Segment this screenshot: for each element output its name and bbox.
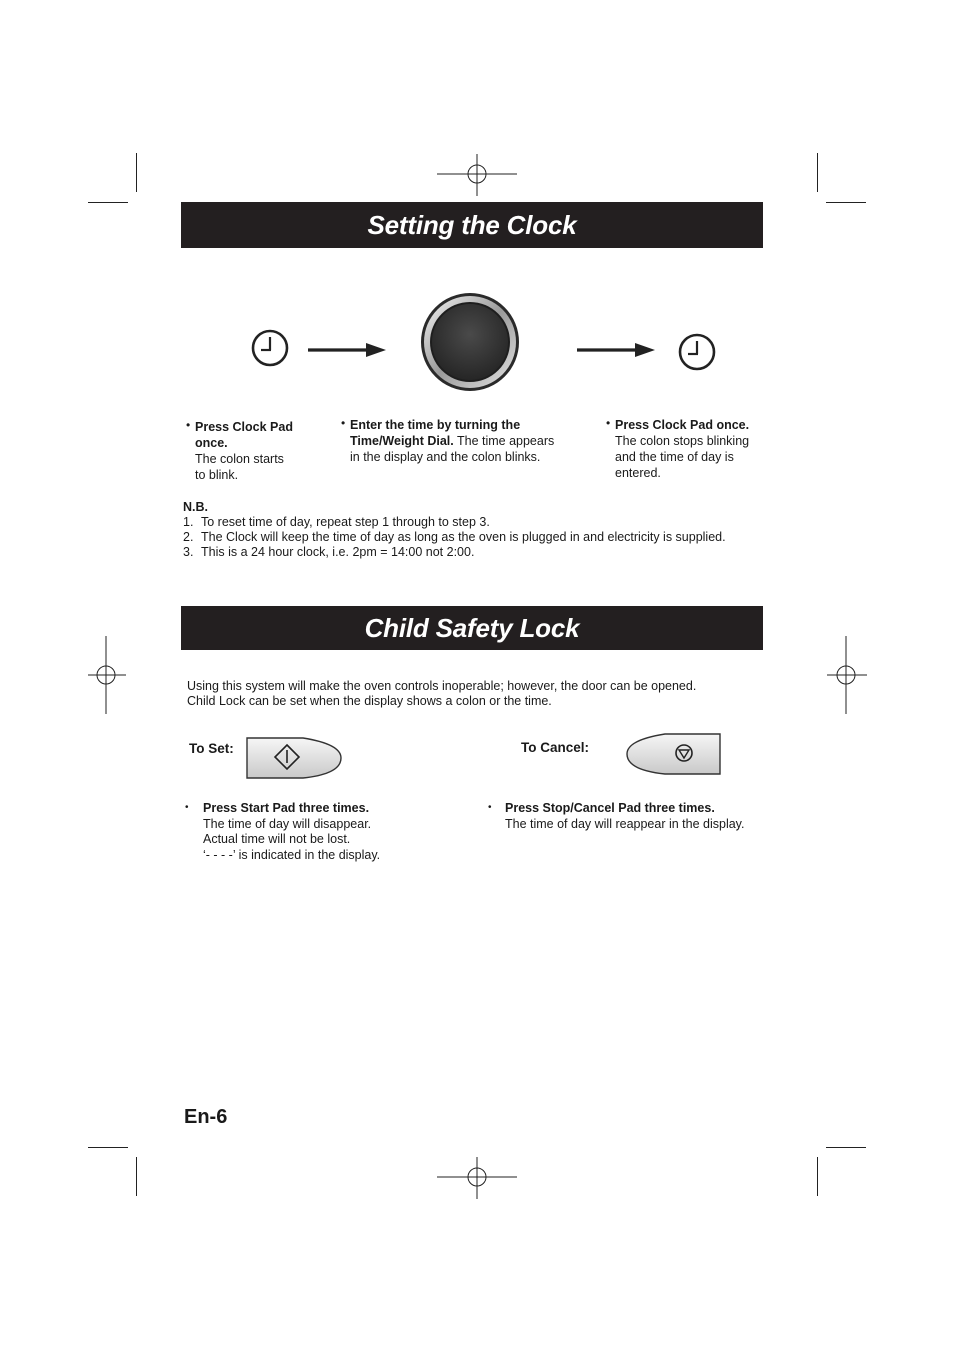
clock-icon [677,332,717,372]
to-cancel-instructions: Press Stop/Cancel Pad three times. The time of day will reappear in the display. [505,801,745,831]
clock-step-1: • Press Clock Pad once. The colon starts to blink. [186,418,293,482]
arrow-right-icon [306,340,388,360]
child-lock-intro: Using this system will make the oven controls inoperable; however, the door can be opened. Child Lock can be set when the display shows a colon or the time. [187,679,697,708]
to-cancel-label: To Cancel: [521,740,590,755]
registration-mark-right [827,636,867,714]
registration-mark-bottom [437,1157,517,1199]
time-weight-dial-icon [419,291,521,393]
clock-notes [183,500,783,560]
bullet: • [606,416,611,430]
note-item: 3. This is a 24 hour clock, i.e. 2pm = 14:00 not 2:00. [183,545,475,559]
clock-step-3: • Press Clock Pad once. The colon stops blinking and the time of day is entered. [606,416,750,480]
child-lock-title: Child Safety Lock [364,612,580,643]
notes-title: N.B. [183,500,208,514]
note-item: 1. To reset time of day, repeat step 1 through to step 3. [183,515,490,529]
start-pad-icon [245,736,343,780]
clock-icon [250,328,290,368]
clock-step-2: • Enter the time by turning the Time/Weight Dial. The time appears in the display and the colon blinks. [341,416,555,464]
registration-mark-top [437,154,517,196]
arrow-right-icon [575,340,657,360]
bullet: • [341,416,346,430]
page-number: En-6 [184,1106,228,1128]
bullet: • [186,418,191,432]
child-lock-banner [181,606,763,650]
bullet: • [488,802,492,813]
setting-clock-banner [181,202,763,248]
note-item: 2. The Clock will keep the time of day as long as the oven is plugged in and electricity is supplied. [183,530,726,544]
bullet: • [185,802,189,813]
registration-mark-left [88,636,126,714]
stop-cancel-pad-icon [625,732,723,776]
setting-clock-title: Setting the Clock [367,209,577,240]
to-set-instructions: Press Start Pad three times. The time of day will disappear. Actual time will not be lost. ‘- - - -’ is indicated in the display. [203,801,381,862]
to-set-label: To Set: [189,741,234,756]
